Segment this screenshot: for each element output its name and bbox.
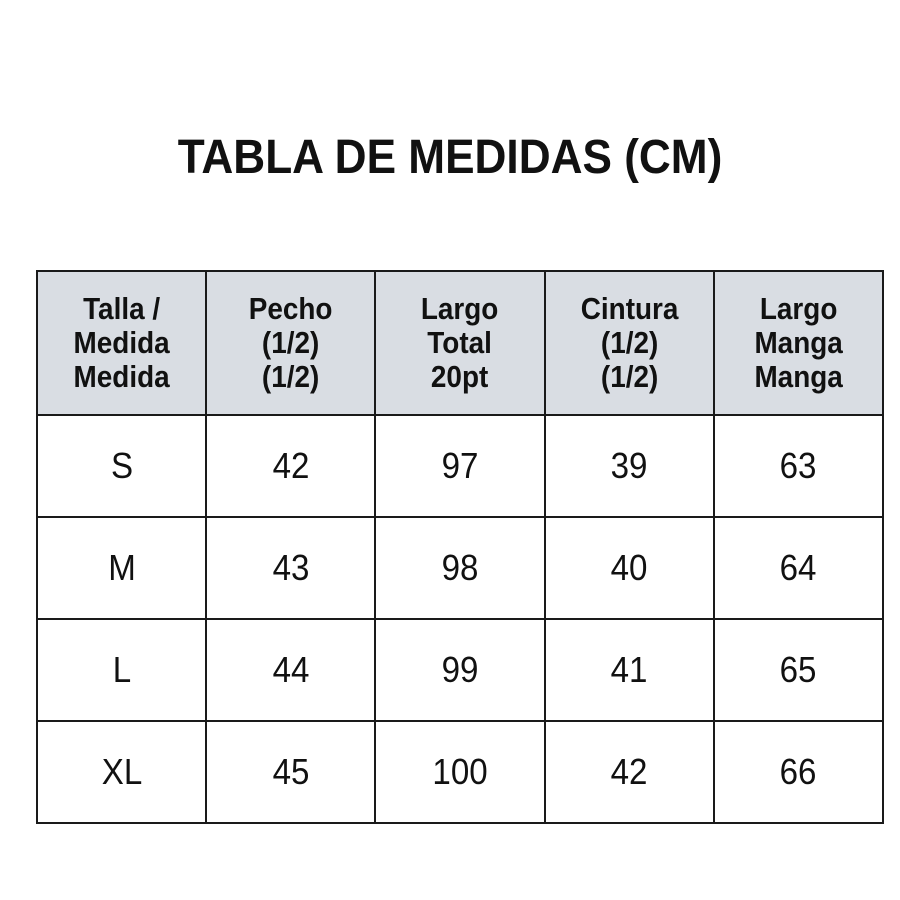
page-title: TABLA DE MEDIDAS (CM) — [177, 131, 723, 184]
cell-cintura: 41 — [545, 619, 714, 721]
cell-largo-total: 100 — [375, 721, 544, 823]
cell-cintura: 42 — [545, 721, 714, 823]
table-row — [37, 415, 883, 517]
cell-talla: L — [37, 619, 206, 721]
cell-talla: S — [37, 415, 206, 517]
size-chart-table — [36, 270, 884, 824]
cell-largo-manga: 63 — [714, 415, 883, 517]
header-row — [37, 271, 883, 415]
cell-cintura: 40 — [545, 517, 714, 619]
cell-cintura: 39 — [545, 415, 714, 517]
cell-largo-manga: 66 — [714, 721, 883, 823]
cell-pecho: 45 — [206, 721, 375, 823]
table-row — [37, 517, 883, 619]
header-talla-medida: Talla / Medida Medida — [37, 271, 206, 415]
header-largo-manga: Largo Manga Manga — [714, 271, 883, 415]
cell-talla: XL — [37, 721, 206, 823]
cell-largo-total: 98 — [375, 517, 544, 619]
header-cintura: Cintura (1/2) (1/2) — [545, 271, 714, 415]
cell-largo-manga: 64 — [714, 517, 883, 619]
cell-talla: M — [37, 517, 206, 619]
cell-pecho: 42 — [206, 415, 375, 517]
header-pecho: Pecho (1/2) (1/2) — [206, 271, 375, 415]
table-row — [37, 721, 883, 823]
cell-pecho: 43 — [206, 517, 375, 619]
table-row — [37, 619, 883, 721]
header-largo-total: Largo Total 20pt — [375, 271, 544, 415]
cell-pecho: 44 — [206, 619, 375, 721]
cell-largo-total: 99 — [375, 619, 544, 721]
cell-largo-total: 97 — [375, 415, 544, 517]
cell-largo-manga: 65 — [714, 619, 883, 721]
